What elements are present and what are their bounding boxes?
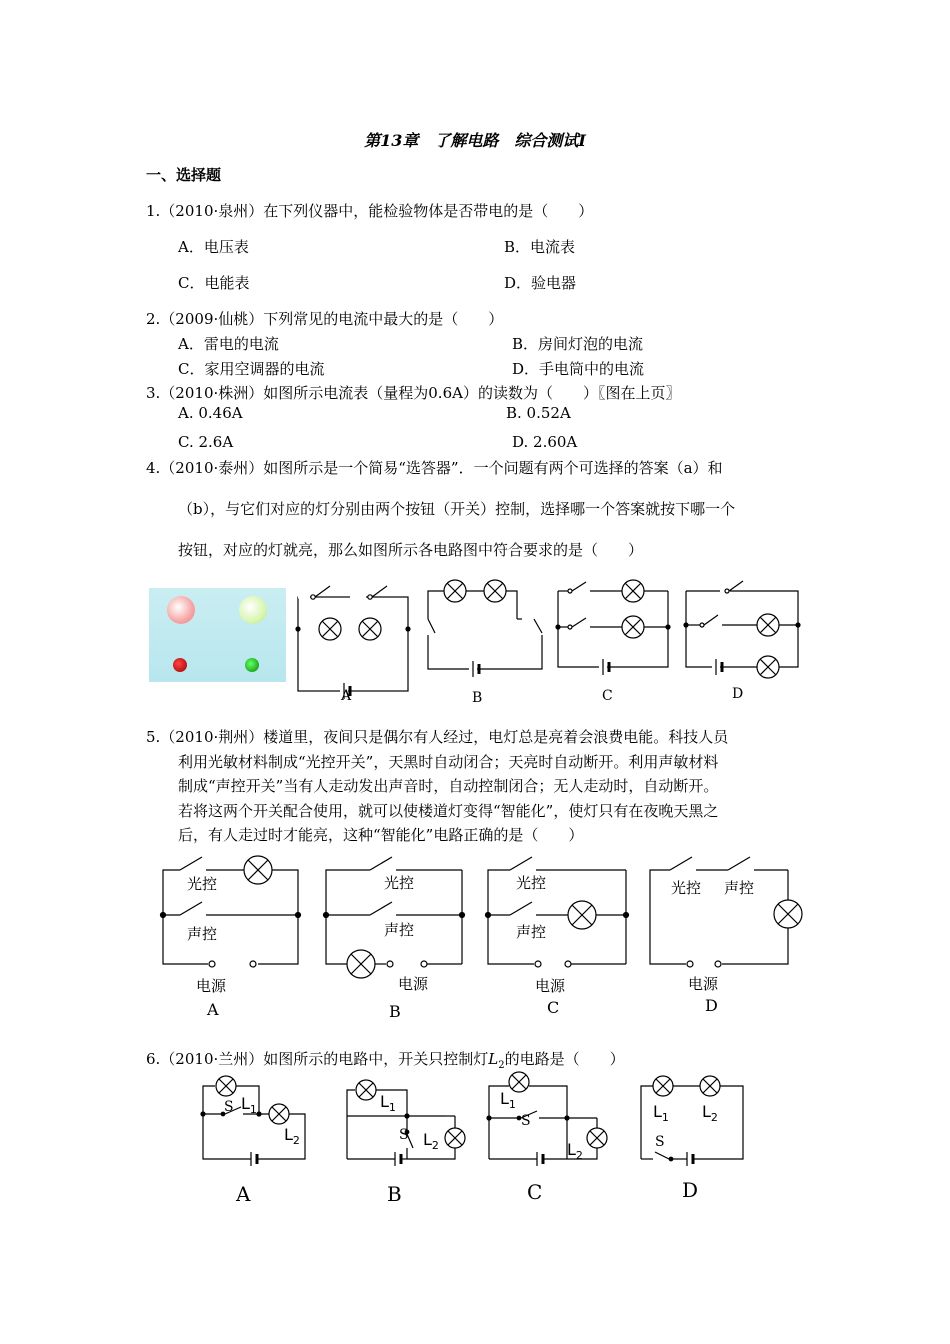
question-1-option-c: C．电能表 [178,274,250,292]
q6-label-c: C [527,1180,543,1204]
q6-label-a: A [236,1182,251,1206]
q6c-l1-label [500,1089,516,1111]
question-4-line-3: 按钮，对应的灯就亮，那么如图所示各电路图中符合要求的是（ ） [178,541,644,559]
question-5-line-3: 制成“声控开关”当有人走动发出声音时，自动控制闭合；无人走动时，自动断开。 [178,777,719,795]
q6b-l1-sub: 1 [388,1101,396,1115]
q6-circuit-b [347,1080,465,1166]
question-5-line-4: 若将这两个开关配合使用，就可以使楼道灯变得“智能化”，使灯只有在夜晚天黑之 [178,802,719,820]
q6d-l2-sub: 2 [710,1111,718,1125]
circuit-d [684,581,800,678]
q6c-switch-label: S [521,1113,531,1129]
q6c-l2-label [567,1140,583,1162]
q6a-l1-label [241,1094,257,1116]
q4-label-c: C [602,688,613,704]
q5d-power-label: 电源 [688,975,719,993]
question-2-option-b: B．房间灯泡的电流 [512,335,644,353]
q5-circuit-d [650,857,802,967]
question-3-option-b: B. 0.52A [506,404,571,422]
question-1-stem: 1.（2010·泉州）在下列仪器中，能检验物体是否带电的是（ ） [146,202,594,220]
q6-circuit-c [487,1072,607,1166]
q6-label-d: D [682,1178,699,1202]
q6c-l2-sub: 2 [575,1149,583,1163]
q4-label-d: D [732,686,744,702]
q5a-light-ctrl-label: 光控 [187,875,218,893]
question-4-line-2: （b），与它们对应的灯分别由两个按钮（开关）控制，选择哪一个答案就按下哪一个 [178,500,736,518]
q6b-l1-label [380,1092,396,1114]
q6-stem-prefix: 6.（2010·兰州）如图所示的电路中，开关只控制灯 [146,1050,489,1068]
green-lamp-icon [239,596,267,624]
question-3-option-d: D. 2.60A [512,433,578,451]
q6d-l2-letter: L [702,1102,711,1121]
q6-stem-suffix: 的电路是（ ） [504,1050,625,1068]
section-heading: 一、选择题 [146,166,222,184]
q5d-sound-ctrl-label: 声控 [724,879,755,897]
question-5-line-5: 后，有人走过时才能亮，这种“智能化”电路正确的是（ ） [178,826,584,844]
question-3-option-c: C. 2.6A [178,433,234,451]
q5a-power-label: 电源 [196,977,227,995]
q5b-sound-ctrl-label: 声控 [384,921,415,939]
q6b-l1-letter: L [380,1092,389,1111]
circuit-c [556,580,670,675]
question-1-option-d: D．验电器 [504,274,577,292]
q4-label-a: A [341,688,352,704]
q6a-switch-label: S [224,1099,234,1115]
question-4-line-1: 4.（2010·泰州）如图所示是一个简易“选答器”．一个问题有两个可选择的答案（a）和 [146,459,723,477]
q6-stem-lamp: L [488,1050,499,1068]
q6a-l2-sub: 2 [292,1134,300,1148]
question-3-option-a: A. 0.46A [178,404,243,422]
q5-label-a: A [207,1000,219,1019]
q5a-sound-ctrl-label: 声控 [187,925,218,943]
q5b-light-ctrl-label: 光控 [384,874,415,892]
red-lamp-icon [167,596,195,624]
question-5-line-1: 5.（2010·荆州）楼道里，夜间只是偶尔有人经过，电灯总是亮着会浪费电能。科技人员 [146,728,729,746]
q5c-sound-ctrl-label: 声控 [516,923,547,941]
q5-label-c: C [547,998,560,1017]
q5-circuit-c [486,857,629,967]
question-3-stem: 3.（2010·株洲）如图所示电流表（量程为0.6A）的读数为（ ）〖图在上页〗 [146,384,681,402]
circuit-a [296,586,410,699]
q6c-l1-letter: L [500,1089,509,1108]
circuit-b [428,580,542,677]
selector-device-photo [149,588,286,682]
q5-label-b: B [389,1002,401,1021]
question-2-option-c: C．家用空调器的电流 [178,360,325,378]
question-2-option-a: A．雷电的电流 [178,335,279,353]
q6a-l2-letter: L [284,1125,293,1144]
page-title: 第13章 了解电路 综合测试Ⅰ [364,131,586,150]
q6b-l2-label [423,1130,439,1152]
q6b-switch-label: S [399,1127,409,1143]
q5c-power-label: 电源 [535,977,566,995]
q6-label-b: B [387,1182,402,1206]
q4-label-b: B [472,690,483,706]
q5-label-d: D [705,996,718,1015]
q5-circuit-a [161,856,301,967]
q6d-switch-label: S [655,1134,665,1150]
q6b-l2-letter: L [423,1130,432,1149]
q6d-l2-label [702,1102,718,1124]
question-1-option-b: B．电流表 [504,238,576,256]
green-button-icon [245,658,259,672]
question-5-line-2: 利用光敏材料制成“光控开关”，天黑时自动闭合；天亮时自动断开。利用声敏材料 [178,753,719,771]
q6a-l1-letter: L [241,1094,250,1113]
q5d-light-ctrl-label: 光控 [671,879,702,897]
q6-circuit-a [201,1076,305,1166]
question-2-stem: 2.（2009·仙桃）下列常见的电流中最大的是（ ） [146,310,504,328]
q6-stem-lamp-sub: 2 [498,1060,505,1071]
q6c-l1-sub: 1 [508,1098,516,1112]
q6b-l2-sub: 2 [431,1139,439,1153]
red-button-icon [173,658,187,672]
question-6-circuit-diagrams [195,1068,755,1168]
q6d-l1-label [653,1102,669,1124]
q5c-light-ctrl-label: 光控 [516,874,547,892]
q6d-l1-letter: L [653,1102,662,1121]
q6a-l1-sub: 1 [249,1103,257,1117]
q5b-power-label: 电源 [398,975,429,993]
question-2-option-d: D．手电筒中的电流 [512,360,645,378]
q6d-l1-sub: 1 [661,1111,669,1125]
q6c-l2-letter: L [567,1140,576,1159]
q6a-l2-label [284,1125,300,1147]
question-1-option-a: A．电压表 [178,238,249,256]
